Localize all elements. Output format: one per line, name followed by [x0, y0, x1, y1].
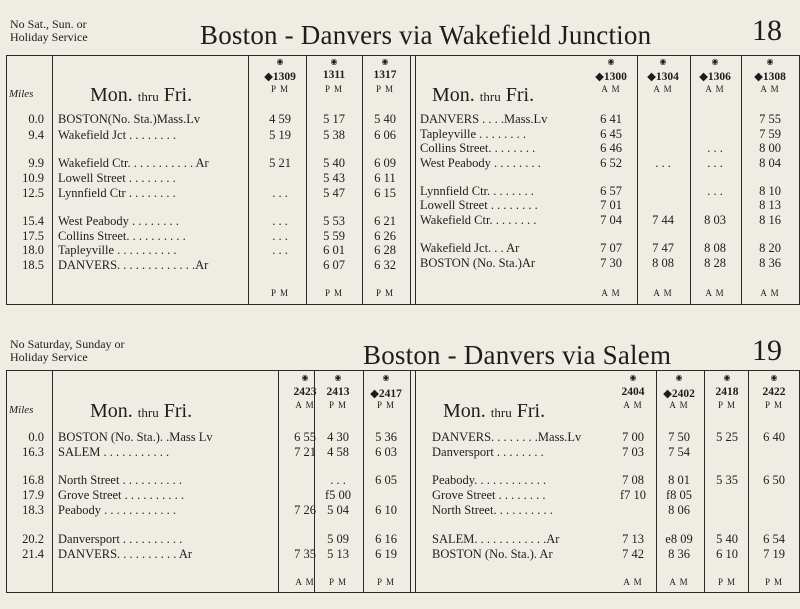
t18-return-row-0-time-0: 6 41: [600, 112, 622, 126]
t18-row-0-time-0: 4 59: [269, 112, 291, 126]
t18-return-row-6-time-1: 7 44: [652, 213, 674, 227]
t19-top-rule: [6, 370, 800, 371]
t19-left-train-1-icon: ◉: [334, 373, 342, 382]
t18-row-2-station: Wakefield Ctr. . . . . . . . . . . Ar: [58, 156, 209, 170]
t19-left-train-2-icon: ◉: [382, 373, 390, 382]
t19-note-line-2: Holiday Service: [10, 350, 88, 364]
t19-row-0-station: BOSTON (No. Sta.). .Mass Lv: [58, 430, 213, 444]
t18-row-8-time-1: 6 07: [323, 258, 345, 272]
day-word: thru: [479, 89, 501, 104]
t19-row-2-time-1: . . .: [330, 473, 346, 487]
t18-bottom-rule: [6, 304, 800, 305]
t19-return-row-3-time-0: f7 10: [619, 488, 647, 502]
day-word: Mon.: [432, 84, 475, 106]
t19-row-1-station: SALEM . . . . . . . . . . .: [58, 445, 170, 459]
t19-return-row-6-time-2: 6 10: [716, 547, 738, 561]
t18-left-train-0-number: ◆1309: [264, 71, 296, 83]
t18-return-row-4-time-3: 8 10: [759, 184, 781, 198]
t18-row-3-time-1: 5 43: [323, 171, 345, 185]
t19-row-4-time-1: 5 04: [327, 503, 349, 517]
t18-note-line-2: Holiday Service: [10, 30, 88, 44]
t19-left-border: [6, 370, 7, 592]
t19-return-row-1-time-0: 7 03: [622, 445, 644, 459]
t19-left-footer-1: P M: [329, 577, 347, 587]
t19-return-row-2-station: Peabody. . . . . . . . . . . .: [432, 473, 547, 487]
t18-row-7-miles: 18.0: [22, 243, 44, 257]
t19-row-6-time-2: 6 19: [375, 547, 397, 561]
t19-miles-divider: [52, 370, 53, 592]
t18-row-1-time-1: 5 38: [323, 128, 345, 142]
t18-left-col-divider-0: [248, 55, 249, 304]
t18-left-footer-0: P M: [271, 288, 289, 298]
day-word: Fri.: [163, 400, 193, 422]
t19-right-train-1-icon: ◉: [675, 373, 683, 382]
t19-right-footer-0: A M: [623, 577, 643, 587]
t18-number: 18: [752, 14, 782, 47]
t19-row-4-miles: 18.3: [22, 503, 44, 517]
t18-day-header-right: [432, 84, 534, 107]
t18-row-5-station: West Peabody . . . . . . . .: [58, 214, 179, 228]
day-word: Fri.: [516, 400, 546, 422]
t18-right-train-2-ampm: A M: [705, 84, 725, 94]
t19-miles-header: Miles: [9, 404, 34, 416]
t18-row-5-time-2: 6 21: [374, 214, 396, 228]
t19-row-6-time-1: 5 13: [327, 547, 349, 561]
t18-row-8-station: DANVERS. . . . . . . . . . . . .Ar: [58, 258, 209, 272]
t18-left-train-2-icon: ◉: [381, 57, 389, 66]
t18-return-row-2-time-3: 8 00: [759, 141, 781, 155]
t18-return-row-1-station: Tapleyville . . . . . . . .: [420, 127, 527, 141]
t18-row-3-miles: 10.9: [22, 171, 44, 185]
t18-left-train-1-number: 1311: [322, 69, 346, 81]
t18-row-0-time-1: 5 17: [323, 112, 345, 126]
t18-note-line-1: No Sat., Sun. or: [10, 17, 87, 31]
t19-right-train-1-number: ◆2402: [663, 388, 695, 400]
t19-return-row-0-time-2: 5 25: [716, 430, 738, 444]
t19-right-footer-1: A M: [669, 577, 689, 587]
t19-return-row-3-time-1: f8 05: [665, 488, 693, 502]
t18-return-row-0-station: DANVERS . . . .Mass.Lv: [420, 112, 548, 126]
t18-row-5-miles: 15.4: [22, 214, 44, 228]
t18-miles-header: Miles: [9, 88, 34, 100]
t19-row-5-miles: 20.2: [22, 532, 44, 546]
t18-row-5-time-1: 5 53: [323, 214, 345, 228]
t19-left-train-0-ampm: A M: [295, 400, 315, 410]
t18-right-train-1-ampm: A M: [653, 84, 673, 94]
t18-right-train-1-icon: ◉: [659, 57, 667, 66]
t18-row-6-time-1: 5 59: [323, 229, 345, 243]
t19-return-row-0-time-0: 7 00: [622, 430, 644, 444]
t18-row-6-time-2: 6 26: [374, 229, 396, 243]
t18-return-row-4-time-2: . . .: [707, 184, 723, 198]
t19-return-row-0-time-1: 7 50: [668, 430, 690, 444]
t19-return-row-6-time-3: 7 19: [763, 547, 785, 561]
t19-row-3-miles: 17.9: [22, 488, 44, 502]
t19-row-2-time-2: 6 05: [375, 473, 397, 487]
t18-right-footer-2: A M: [705, 288, 725, 298]
t18-right-train-0-icon: ◉: [607, 57, 615, 66]
t18-row-4-time-2: 6 15: [374, 186, 396, 200]
t18-right-train-0-ampm: A M: [601, 84, 621, 94]
t18-row-0-station: BOSTON(No. Sta.)Mass.Lv: [58, 112, 201, 126]
t18-right-train-1-number: ◆1304: [647, 71, 679, 83]
t18-return-row-5-time-3: 8 13: [759, 198, 781, 212]
t19-right-footer-2: P M: [718, 577, 736, 587]
t18-row-7-time-2: 6 28: [374, 243, 396, 257]
t19-bottom-rule: [6, 592, 800, 593]
t18-return-row-8-time-3: 8 36: [759, 256, 781, 270]
t18-return-row-2-station: Collins Street. . . . . . . .: [420, 141, 536, 155]
t19-row-5-station: Danversport . . . . . . . . . .: [58, 532, 183, 546]
t18-row-7-station: Tapleyville . . . . . . . . . .: [58, 243, 177, 257]
t18-return-row-6-time-3: 8 16: [759, 213, 781, 227]
t19-day-header-left: [90, 400, 192, 423]
t19-right-train-3-ampm: P M: [765, 400, 783, 410]
t19-left-train-1-ampm: P M: [329, 400, 347, 410]
t19-row-4-time-2: 6 10: [375, 503, 397, 517]
t18-return-row-8-time-2: 8 28: [704, 256, 726, 270]
t18-right-footer-1: A M: [653, 288, 673, 298]
t19-return-row-2-time-2: 5 35: [716, 473, 738, 487]
t18-return-row-8-station: BOSTON (No. Sta.)Ar: [420, 256, 536, 270]
t19-right-train-3-number: 2422: [762, 386, 786, 398]
t18-return-row-3-time-3: 8 04: [759, 156, 781, 170]
t19-return-row-0-station: DANVERS. . . . . . . .Mass.Lv: [432, 430, 582, 444]
t19-right-train-3-icon: ◉: [770, 373, 778, 382]
t19-left-train-0-icon: ◉: [301, 373, 309, 382]
t18-return-row-3-time-0: 6 52: [600, 156, 622, 170]
t19-row-4-station: Peabody . . . . . . . . . . . .: [58, 503, 177, 517]
t19-row-3-time-1: f5 00: [324, 488, 352, 502]
t18-row-2-miles: 9.9: [28, 156, 44, 170]
t18-return-row-6-time-0: 7 04: [600, 213, 622, 227]
t19-row-2-miles: 16.8: [22, 473, 44, 487]
t19-return-row-5-time-2: 5 40: [716, 532, 738, 546]
t19-row-3-station: Grove Street . . . . . . . . . .: [58, 488, 185, 502]
t18-row-6-miles: 17.5: [22, 229, 44, 243]
t18-return-row-4-station: Lynnfield Ctr. . . . . . . .: [420, 184, 534, 198]
t19-row-6-time-0: 7 35: [294, 547, 316, 561]
t19-row-0-miles: 0.0: [28, 430, 44, 444]
t19-return-row-5-time-0: 7 13: [622, 532, 644, 546]
t18-return-row-6-station: Wakefield Ctr. . . . . . . .: [420, 213, 537, 227]
t18-row-1-time-0: 5 19: [269, 128, 291, 142]
t19-return-row-6-station: BOSTON (No. Sta.). Ar: [432, 547, 553, 561]
t18-return-row-0-time-3: 7 55: [759, 112, 781, 126]
t18-return-row-7-time-2: 8 08: [704, 241, 726, 255]
t18-row-1-miles: 9.4: [28, 128, 44, 142]
day-word: thru: [137, 89, 159, 104]
t18-row-6-time-0: . . .: [272, 229, 288, 243]
day-word: Fri.: [505, 84, 535, 106]
t19-row-4-time-0: 7 26: [294, 503, 316, 517]
t19-left-train-2-ampm: P M: [377, 400, 395, 410]
t18-return-row-2-time-2: . . .: [707, 141, 723, 155]
t19-return-row-5-station: SALEM. . . . . . . . . . . .Ar: [432, 532, 560, 546]
t19-right-train-2-ampm: P M: [718, 400, 736, 410]
t18-left-train-1-icon: ◉: [330, 57, 338, 66]
t18-row-8-miles: 18.5: [22, 258, 44, 272]
t18-row-0-miles: 0.0: [28, 112, 44, 126]
t18-left-train-2-ampm: P M: [376, 84, 394, 94]
t18-row-5-time-0: . . .: [272, 214, 288, 228]
t18-right-train-2-number: ◆1306: [699, 71, 731, 83]
t18-left-border: [6, 55, 7, 304]
t18-left-train-0-icon: ◉: [276, 57, 284, 66]
t18-row-0-time-2: 5 40: [374, 112, 396, 126]
t18-return-row-1-time-0: 6 45: [600, 127, 622, 141]
t19-return-row-2-time-0: 7 08: [622, 473, 644, 487]
t18-row-4-time-1: 5 47: [323, 186, 345, 200]
t19-return-row-6-time-0: 7 42: [622, 547, 644, 561]
t19-title: Boston - Danvers via Salem: [363, 340, 672, 370]
t18-return-row-5-time-0: 7 01: [600, 198, 622, 212]
t19-right-train-0-ampm: A M: [623, 400, 643, 410]
t18-row-8-time-2: 6 32: [374, 258, 396, 272]
t18-return-row-5-station: Lowell Street . . . . . . . .: [420, 198, 538, 212]
t19-return-row-0-time-3: 6 40: [763, 430, 785, 444]
t18-row-2-time-2: 6 09: [374, 156, 396, 170]
t19-row-1-time-0: 7 21: [294, 445, 316, 459]
t18-right-train-2-icon: ◉: [711, 57, 719, 66]
t19-day-header-right: [443, 400, 545, 423]
t19-row-0-time-0: 6 55: [294, 430, 316, 444]
t18-return-row-3-time-1: . . .: [655, 156, 671, 170]
t19-return-row-1-station: Danversport . . . . . . . .: [432, 445, 544, 459]
t18-return-row-7-time-1: 7 47: [652, 241, 674, 255]
t19-right-train-2-icon: ◉: [723, 373, 731, 382]
t19-return-row-2-time-1: 8 01: [668, 473, 690, 487]
t19-return-row-3-station: Grove Street . . . . . . . .: [432, 488, 546, 502]
t18-row-2-time-0: 5 21: [269, 156, 291, 170]
t19-row-1-time-2: 6 03: [375, 445, 397, 459]
t19-return-row-6-time-1: 8 36: [668, 547, 690, 561]
t18-left-col-divider-1: [306, 55, 307, 304]
t18-return-row-4-time-0: 6 57: [600, 184, 622, 198]
t19-right-train-0-number: 2404: [621, 386, 645, 398]
t18-right-train-3-ampm: A M: [760, 84, 780, 94]
t19-row-1-miles: 16.3: [22, 445, 44, 459]
t18-left-train-1-ampm: P M: [325, 84, 343, 94]
t18-return-row-8-time-1: 8 08: [652, 256, 674, 270]
t19-right-train-2-number: 2418: [715, 386, 739, 398]
t18-row-3-station: Lowell Street . . . . . . . .: [58, 171, 176, 185]
t18-return-row-7-time-3: 8 20: [759, 241, 781, 255]
t18-return-row-6-time-2: 8 03: [704, 213, 726, 227]
t18-right-train-3-icon: ◉: [766, 57, 774, 66]
t19-return-row-5-time-1: e8 09: [665, 532, 693, 546]
t19-row-2-station: North Street . . . . . . . . . .: [58, 473, 182, 487]
t19-row-6-miles: 21.4: [22, 547, 44, 561]
t18-left-footer-2: P M: [376, 288, 394, 298]
t18-miles-divider: [52, 55, 53, 304]
t19-return-row-4-time-1: 8 06: [668, 503, 690, 517]
t18-return-row-2-time-0: 6 46: [600, 141, 622, 155]
t19-right-footer-3: P M: [765, 577, 783, 587]
t18-right-col-divider-2: [741, 55, 742, 304]
t19-left-train-2-number: ◆2417: [370, 388, 402, 400]
t18-return-row-1-time-3: 7 59: [759, 127, 781, 141]
t18-center-divider: [410, 55, 416, 304]
t19-left-train-0-number: 2423: [293, 386, 317, 398]
t18-row-7-time-0: . . .: [272, 243, 288, 257]
t19-row-0-time-2: 5 36: [375, 430, 397, 444]
t19-note-line-1: No Saturday, Sunday or: [10, 337, 125, 351]
t18-row-2-time-1: 5 40: [323, 156, 345, 170]
t18-left-footer-1: P M: [325, 288, 343, 298]
day-word: thru: [490, 405, 512, 420]
t19-return-row-1-time-1: 7 54: [668, 445, 690, 459]
t18-row-4-station: Lynnfield Ctr . . . . . . . .: [58, 186, 176, 200]
t19-row-5-time-1: 5 09: [327, 532, 349, 546]
t18-left-train-0-ampm: P M: [271, 84, 289, 94]
t19-row-1-time-1: 4 58: [327, 445, 349, 459]
t18-return-row-3-time-2: . . .: [707, 156, 723, 170]
t18-top-rule: [6, 55, 800, 56]
t18-row-4-time-0: . . .: [272, 186, 288, 200]
t18-row-4-miles: 12.5: [22, 186, 44, 200]
t19-number: 19: [752, 334, 782, 367]
t18-day-header-left: [90, 84, 192, 107]
t18-right-train-3-number: ◆1308: [754, 71, 786, 83]
t18-return-row-3-station: West Peabody . . . . . . . .: [420, 156, 541, 170]
t18-row-6-station: Collins Street. . . . . . . . . .: [58, 229, 186, 243]
t19-left-footer-0: A M: [295, 577, 315, 587]
t18-right-footer-3: A M: [760, 288, 780, 298]
t19-left-train-1-number: 2413: [326, 386, 350, 398]
day-word: Mon.: [90, 84, 133, 106]
day-word: Mon.: [443, 400, 486, 422]
t18-left-train-2-number: 1317: [373, 69, 397, 81]
t18-row-1-station: Wakefield Jct . . . . . . . .: [58, 128, 177, 142]
day-word: Fri.: [163, 84, 193, 106]
t19-left-footer-2: P M: [377, 577, 395, 587]
t18-return-row-7-station: Wakefield Jct. . . Ar: [420, 241, 520, 255]
day-word: thru: [137, 405, 159, 420]
t19-row-0-time-1: 4 30: [327, 430, 349, 444]
t19-return-row-2-time-3: 6 50: [763, 473, 785, 487]
t19-return-row-4-station: North Street. . . . . . . . . .: [432, 503, 553, 517]
t18-return-row-8-time-0: 7 30: [600, 256, 622, 270]
t18-return-row-7-time-0: 7 07: [600, 241, 622, 255]
t19-right-train-1-ampm: A M: [669, 400, 689, 410]
t18-right-train-0-number: ◆1300: [595, 71, 627, 83]
t19-row-6-station: DANVERS. . . . . . . . . . Ar: [58, 547, 193, 561]
t18-row-3-time-2: 6 11: [374, 171, 396, 185]
t19-row-5-time-2: 6 16: [375, 532, 397, 546]
t19-left-col-divider-0: [278, 370, 279, 592]
t18-title: Boston - Danvers via Wakefield Junction: [200, 20, 652, 50]
t18-row-7-time-1: 6 01: [323, 243, 345, 257]
t18-right-footer-0: A M: [601, 288, 621, 298]
t18-row-1-time-2: 6 06: [374, 128, 396, 142]
t19-right-train-0-icon: ◉: [629, 373, 637, 382]
t19-return-row-5-time-3: 6 54: [763, 532, 785, 546]
day-word: Mon.: [90, 400, 133, 422]
